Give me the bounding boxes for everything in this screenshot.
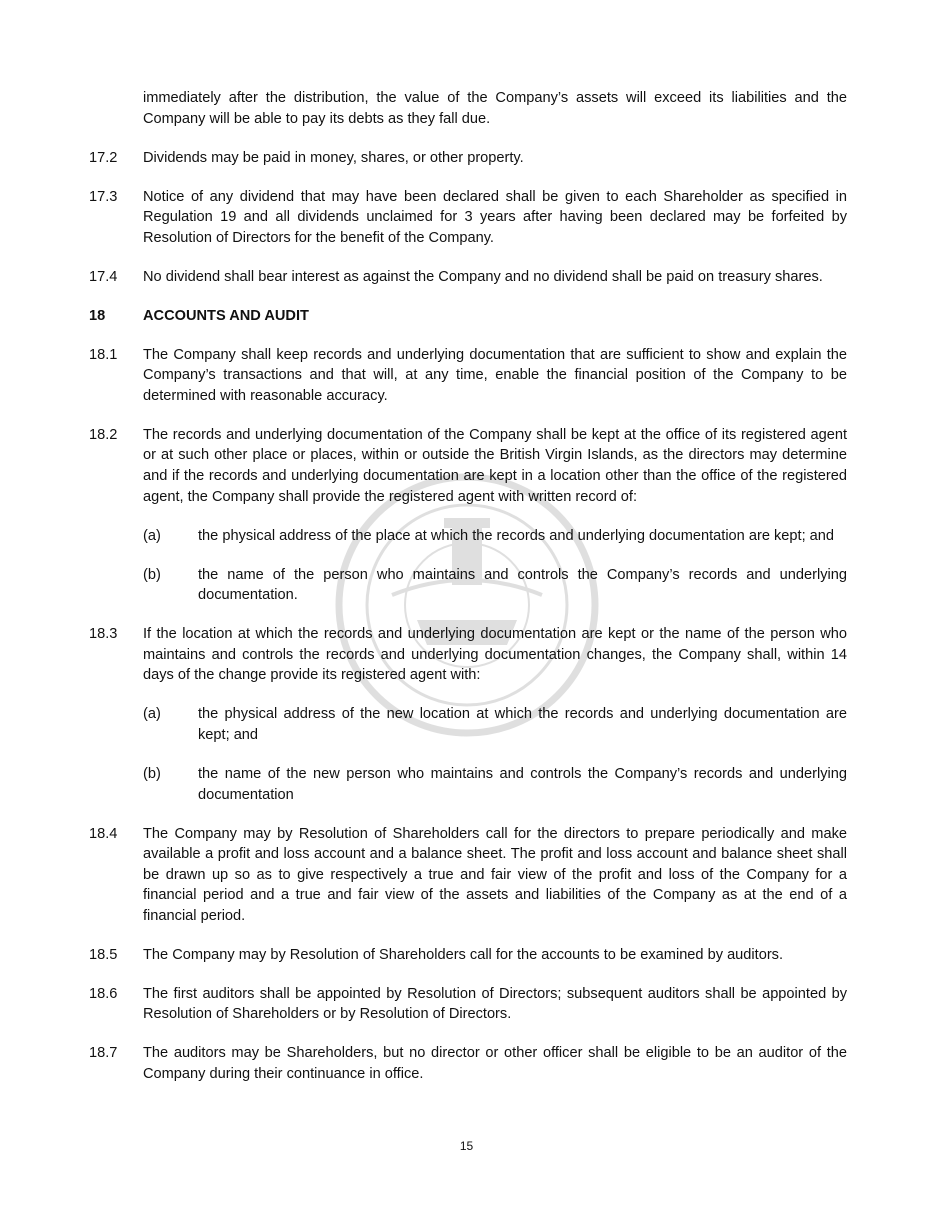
- paragraph-text: Dividends may be paid in money, shares, or other property.: [143, 149, 524, 166]
- section-number: 18: [89, 307, 106, 324]
- paragraph-text: The Company may by Resolution of Shareholders call for the directors to prepare periodically and make available a profit and loss account and a balance sheet. The profit and loss account and balance sheet shall be drawn up so as to give respectively a true and fair view of the profit and loss of the Company for a financial period and a true and fair view of the assets and liabilities of the Company as at the end of a financial period.: [143, 825, 847, 924]
- subclause-letter: (b): [143, 566, 161, 583]
- subclause-letter: (b): [143, 765, 161, 782]
- section-title: ACCOUNTS AND AUDIT: [143, 307, 309, 324]
- paragraph-17-3: [89, 187, 847, 249]
- paragraph-text: the name of the new person who maintains and controls the Company’s records and underlying documentation: [198, 765, 847, 803]
- clause-number: 18.3: [89, 626, 118, 643]
- paragraph-text: the physical address of the new location at which the records and underlying documentation are kept; and: [198, 706, 847, 743]
- paragraph-text: The Company may by Resolution of Shareholders call for the accounts to be examined by auditors.: [143, 946, 784, 963]
- clause-number: 18.7: [89, 1045, 118, 1062]
- clause-number: 17.3: [89, 188, 118, 205]
- clause-number: 17.2: [89, 149, 118, 166]
- paragraph-text: The auditors may be Shareholders, but no director or other officer shall be eligible to be an auditor of the Company during their continuance in office.: [143, 1045, 847, 1083]
- paragraph-text: The Company shall keep records and underlying documentation that are sufficient to show and explain the Company’s transactions and that will, at any time, enable the financial position of the Company to be determined with reasonable accuracy.: [143, 346, 847, 404]
- paragraph-18-2-a: [143, 526, 847, 547]
- paragraph-text: Notice of any dividend that may have been declared shall be given to each Shareholder as specified in Regulation 19 and all dividends unclaimed for 3 years after having been declared may be forfeited by Resolution of Directors for the benefit of the Company.: [143, 188, 847, 246]
- clause-number: 18.4: [89, 825, 118, 842]
- paragraph-text: the physical address of the place at which the records and underlying documentation are kept; and: [198, 527, 835, 544]
- paragraph-text: the name of the person who maintains and controls the Company’s records and underlying documentation.: [198, 566, 847, 604]
- document-body: [89, 88, 847, 1103]
- clause-number: 18.2: [89, 426, 118, 443]
- paragraph-text: No dividend shall bear interest as against the Company and no dividend shall be paid on treasury shares.: [143, 268, 823, 285]
- paragraph-18-2-b: [143, 565, 847, 606]
- subclause-letter: (a): [143, 527, 161, 544]
- clause-number: 17.4: [89, 268, 118, 285]
- paragraph-17-1-continuation: [89, 88, 847, 129]
- paragraph-18-1: [89, 345, 847, 407]
- paragraph-18-3-a: [143, 704, 847, 745]
- paragraph-18-7: [89, 1043, 847, 1084]
- paragraph-text: The first auditors shall be appointed by Resolution of Directors; subsequent auditors shall be appointed by Resolution of Shareholders or by Resolution of Directors.: [143, 985, 847, 1023]
- paragraph-text: immediately after the distribution, the value of the Company’s assets will exceed its liabilities and the Company will be able to pay its debts as they fall due.: [143, 90, 847, 127]
- clause-number: 18.6: [89, 985, 118, 1002]
- paragraph-18-2: [89, 425, 847, 507]
- paragraph-18-4: [89, 824, 847, 927]
- paragraph-17-2: [89, 148, 847, 169]
- clause-number: 18.1: [89, 346, 118, 363]
- clause-number: 18.5: [89, 946, 118, 963]
- paragraph-18-3-b: [143, 764, 847, 805]
- paragraph-18-5: [89, 945, 847, 966]
- section-heading-18: [89, 306, 847, 327]
- page-number: 15: [459, 1139, 474, 1153]
- paragraph-18-6: [89, 984, 847, 1025]
- subclause-letter: (a): [143, 706, 161, 723]
- paragraph-text: The records and underlying documentation of the Company shall be kept at the office of its registered agent or at such other place or places, within or outside the British Virgin Islands, as the directors may determine and if the records and underlying documentation are kept in a location other than the office of the registered agent, the Company shall provide the registered agent with written record of:: [143, 426, 847, 505]
- paragraph-17-4: [89, 267, 847, 288]
- paragraph-text: If the location at which the records and underlying documentation are kept or the name of the person who maintains and controls the records and underlying documentation changes, the Company shall, within 14 days of the change provide its registered agent with:: [143, 626, 847, 684]
- paragraph-18-3: [89, 624, 847, 686]
